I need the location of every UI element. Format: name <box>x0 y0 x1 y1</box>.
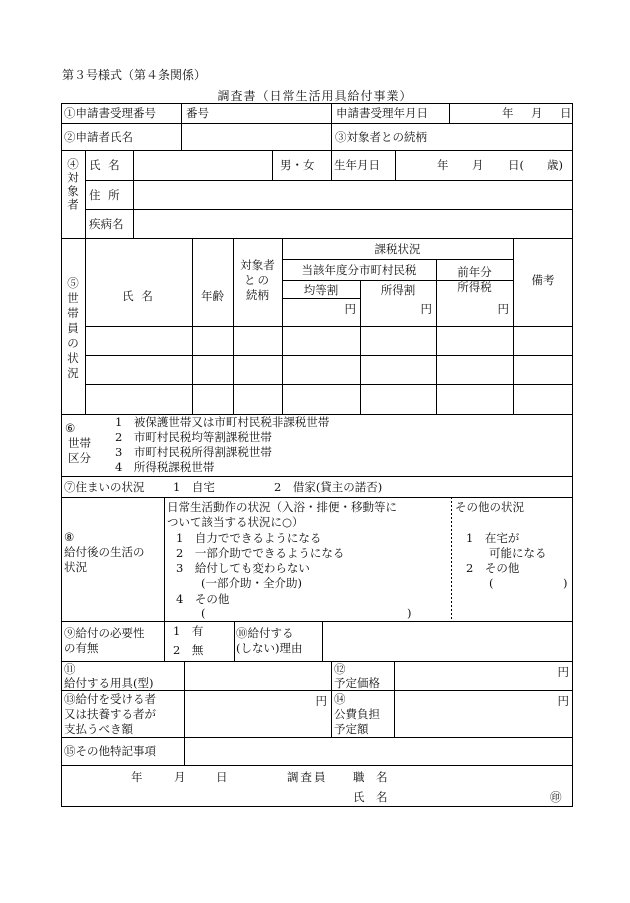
payment-label-3: 支払うべき額 <box>64 722 133 736</box>
form-number: 第３号様式（第４条関係） <box>62 68 207 82</box>
equipment-label: 給付する用具(型) <box>64 676 154 690</box>
payment-label-1: ⑬給付を受ける者 <box>64 692 156 706</box>
prev-year-header-1: 前年分 <box>457 265 492 279</box>
classification-option: 2 市町村民税均等割課税世帯 <box>115 430 272 444</box>
application-number-label: ①申請書受理番号 <box>64 106 156 120</box>
birth-month: 月 <box>472 158 484 172</box>
birth-day: 日( <box>508 158 524 172</box>
footer-month: 月 <box>174 770 186 784</box>
public-number: ⑭ <box>334 692 346 706</box>
adl-title-2: ついて該当する状況に○） <box>167 515 304 529</box>
adl-option-2: 2 一部介助でできるようになる <box>176 546 345 560</box>
member-name-header: 氏 名 <box>122 289 155 303</box>
relation-header-3: 続柄 <box>246 288 269 302</box>
seal-mark: ㊞ <box>550 790 562 804</box>
yen-unit: 円 <box>557 665 569 679</box>
public-burden-label-1: 公費負担 <box>334 707 380 721</box>
classification-number: ⑥ <box>65 421 76 435</box>
other-paren-open: ( <box>489 576 494 590</box>
reason-label-1: ⑩給付する <box>236 626 294 640</box>
current-year-tax-header: 当該年度分市町村民税 <box>301 263 417 277</box>
reason-label-2: (しない)理由 <box>236 641 303 655</box>
receipt-month: 月 <box>531 106 543 120</box>
remarks-header: 備考 <box>531 273 555 287</box>
necessity-yes: 1 有 <box>173 624 204 638</box>
life-status-label-1: 給付後の生活の <box>64 545 145 559</box>
yen-unit: 円 <box>497 302 509 316</box>
footer-year: 年 <box>131 770 143 784</box>
payment-label-2: 又は扶養する者が <box>64 707 156 721</box>
classification-label-1: 世帯 <box>68 436 91 450</box>
yen-unit: 円 <box>344 302 356 316</box>
adl-other-paren-close: ) <box>407 606 412 620</box>
household-members-label: ⑤世帯員の状況 <box>67 276 79 380</box>
age-label: 歳) <box>547 158 563 172</box>
equipment-number: ⑪ <box>64 662 76 676</box>
position-label: 職 名 <box>353 770 388 784</box>
footer-day: 日 <box>216 770 228 784</box>
adl-other-paren-open: ( <box>201 606 206 620</box>
applicant-name-label: ②申請者氏名 <box>64 130 133 144</box>
life-status-number: ⑧ <box>64 530 75 544</box>
investigator-name-label: 氏 名 <box>353 790 388 804</box>
life-status-label-2: 状況 <box>64 560 87 574</box>
necessity-no: 2 無 <box>173 643 204 657</box>
tax-status-header: 課税状況 <box>374 242 421 256</box>
other-option-1: 1 在宅が <box>466 531 520 545</box>
adl-option-3-sub: (一部介助・全介助) <box>201 576 302 590</box>
housing-rental: 2 借家(貸主の諾否) <box>274 480 383 494</box>
adl-option-4: 4 その他 <box>176 592 230 606</box>
adl-option-1: 1 自力でできるようになる <box>176 531 322 545</box>
yen-unit: 円 <box>420 302 432 316</box>
yen-unit: 円 <box>315 694 327 708</box>
housing-own-home: 1 自宅 <box>173 480 215 494</box>
disease-name-label: 疾病名 <box>89 217 124 231</box>
address-label: 住 所 <box>89 188 122 202</box>
necessity-label-1: ⑨給付の必要性 <box>64 626 145 640</box>
other-option-2: 2 その他 <box>466 561 520 575</box>
income-levy-header: 所得割 <box>380 283 416 297</box>
number-field-label: 番号 <box>186 106 209 120</box>
survey-form <box>61 103 573 807</box>
birth-year: 年 <box>437 158 449 172</box>
other-option-1-sub: 可能になる <box>489 546 547 560</box>
housing-label: ⑦住まいの状況 <box>64 480 145 494</box>
price-number: ⑫ <box>334 662 346 676</box>
subject-name-label: 氏 名 <box>89 158 122 172</box>
receipt-date-label: 申請書受理年月日 <box>336 106 428 120</box>
necessity-label-2: の有無 <box>64 641 99 655</box>
classification-option: 4 所得税課税世帯 <box>115 460 215 474</box>
prev-year-header-2: 所得税 <box>457 280 492 294</box>
classification-option: 1 被保護世帯又は市町村民税非課税世帯 <box>115 415 330 429</box>
special-notes-label: ⑮その他特記事項 <box>64 744 156 758</box>
per-capita-levy-header: 均等割 <box>303 283 339 297</box>
relation-header-1: 対象者 <box>240 258 275 272</box>
receipt-day: 日 <box>560 106 572 120</box>
subject-label: ④対象者 <box>66 158 80 212</box>
price-label: 予定価格 <box>334 676 380 690</box>
gender-label: 男・女 <box>280 158 315 172</box>
adl-title-1: 日常生活動作の状況（入浴・排便・移動等に <box>167 500 397 514</box>
relation-header-2: との <box>244 273 271 287</box>
other-status-title: その他の状況 <box>455 500 524 514</box>
form-title: 調査書（日常生活用具給付事業） <box>217 89 413 103</box>
member-age-header: 年齢 <box>201 289 224 303</box>
investigator-label: 調査員 <box>287 770 328 784</box>
other-paren-close: ) <box>563 576 568 590</box>
public-burden-label-2: 予定額 <box>334 722 369 736</box>
adl-option-3: 3 給付しても変わらない <box>176 561 310 575</box>
classification-option: 3 市町村民税所得割課税世帯 <box>115 445 272 459</box>
relationship-label: ③対象者との続柄 <box>335 130 427 144</box>
birth-date-label: 生年月日 <box>334 158 380 172</box>
receipt-year: 年 <box>502 106 514 120</box>
yen-unit: 円 <box>557 694 569 708</box>
classification-label-2: 区分 <box>68 451 91 465</box>
